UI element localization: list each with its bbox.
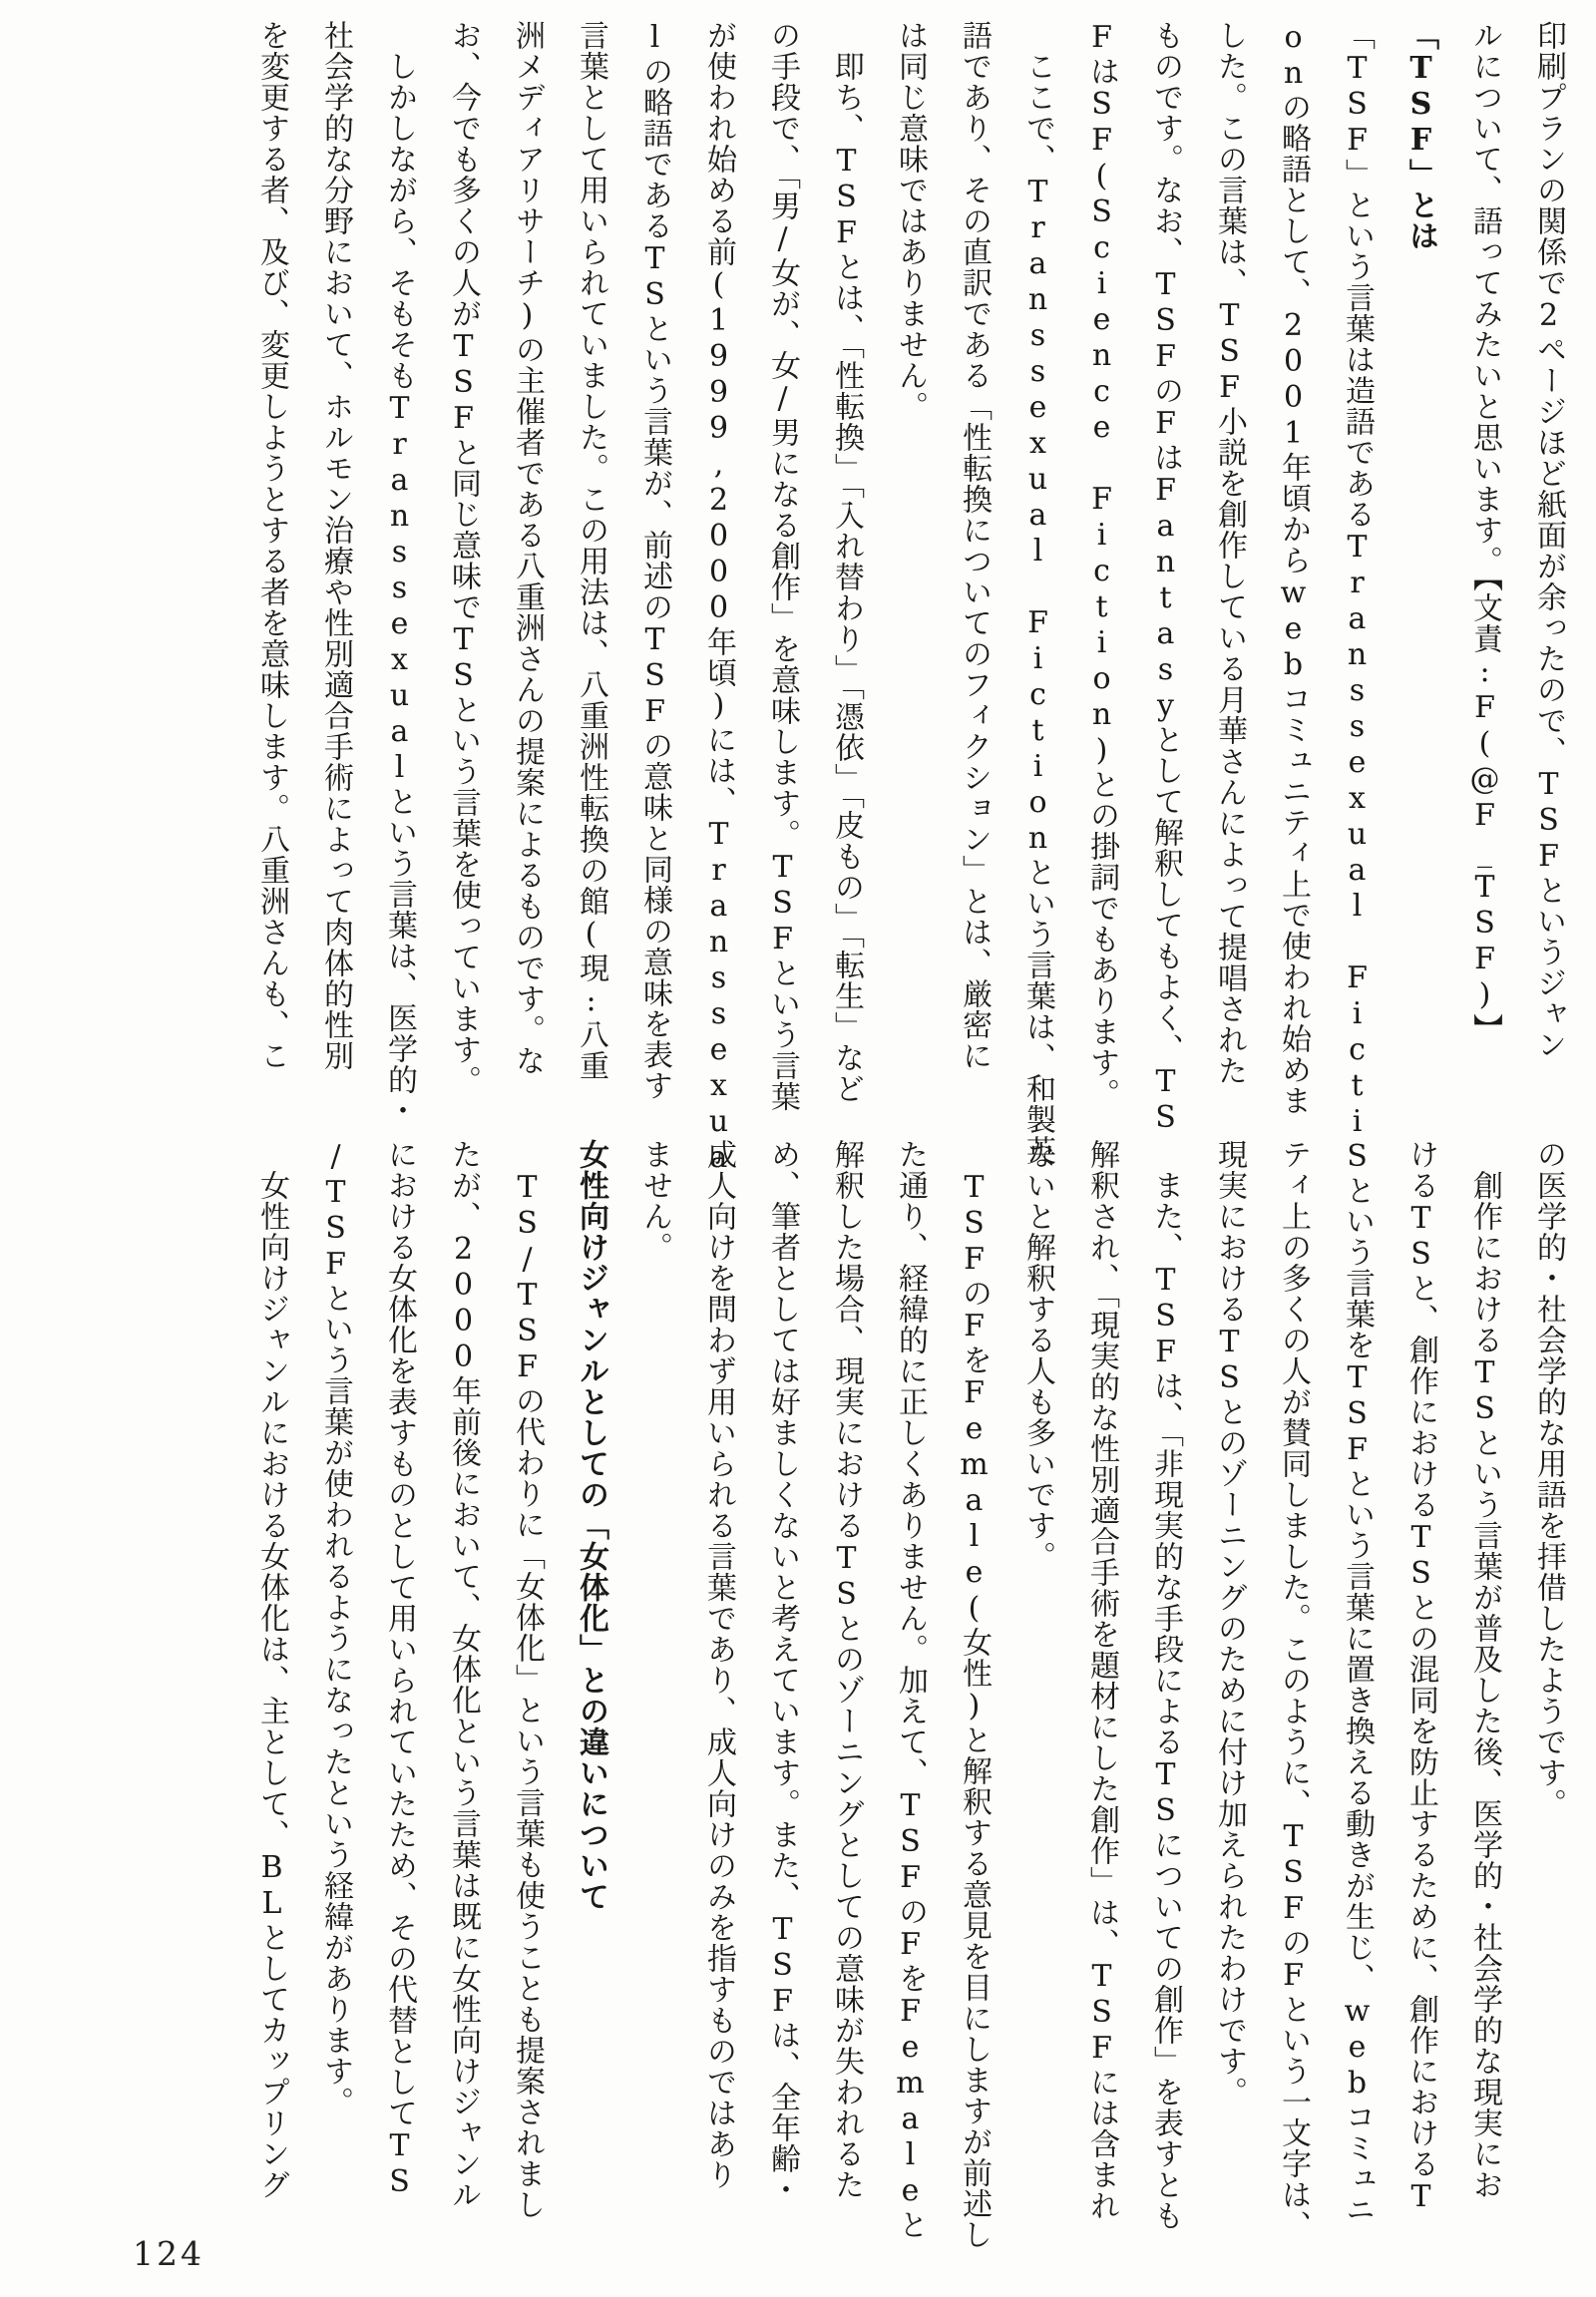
text-column: たが、2000年前後において、女体化という言葉は既に女性向けジャンル [446,1139,481,2210]
page-number: 124 [133,2234,204,2273]
text-column: しかしながら、そもそもTranssexualという言葉は、医学的・ [382,20,417,1126]
text-column: けるTSと、創作におけるTSとの混同を防止するために、創作におけるT [1403,1139,1438,2215]
text-column: における女体化を表すものとして用いられていたため、その代替としてTS [382,1139,417,2200]
text-column: した。この言葉は、TSF小説を創作している月華さんによって提唱された [1212,20,1247,1086]
text-column: onの略語として、2001年頃からwebコミュニティ上で使われ始めま [1276,20,1311,1116]
text-column: 解釈した場合、現実におけるTSとのゾーニングとしての意味が失われるた [829,1139,864,2200]
text-column: ここで、Transsexual Fictionという言葉は、和製英 [1020,20,1055,1166]
text-column: ティ上の多くの人が賛同しました。このように、TSFのFという一文字は、 [1276,1139,1311,2241]
text-column: 成人向けを問わず用いられる言葉であり、成人向けのみを指すものではあり [701,1139,736,2190]
section-heading: 「TSF」とは [1403,20,1438,251]
text-column: 社会学的な分野において、ホルモン治療や性別適合手術によって肉体的性別 [318,20,353,1071]
text-column: の医学的・社会学的な用語を拝借したようです。 [1531,1139,1566,1819]
text-column: TS/TSFの代わりに「女体化」という言葉も使うことも提案されまし [510,1139,545,2220]
text-column: を変更する者、及び、変更しようとする者を意味します。八重洲さんも、こ [254,20,289,1071]
text-column: TSFのFをFemale(女性)と解釈する意見を目にしますが前述し [957,1139,992,2250]
text-column: 言葉として用いられていました。この用法は、八重洲性転換の館(現:八重 [574,20,608,1081]
text-column: め、筆者としては好ましくないと考えています。また、TSFは、全年齢・ [765,1139,800,2205]
text-column: 即ち、TSFとは、「性転換」「入れ替わり」「憑依」「皮もの」「転生」など [829,20,864,1104]
text-column: 女性向けジャンルにおける女体化は、主として、BLとしてカップリング [254,1139,289,2200]
text-column: 語であり、その直訳である「性転換についてのフィクション」とは、厳密に [957,20,992,1071]
text-column: ません。 [637,1139,672,1263]
text-column: /TSFという言葉が使われるようになったという経緯があります。 [318,1139,353,2117]
text-column: 印刷プランの関係で2ページほど紙面が余ったので、TSFというジャン [1531,20,1566,1060]
text-column: 創作におけるTSという言葉が普及した後、医学的・社会学的な現実にお [1467,1139,1502,2200]
text-column: お、今でも多くの人がTSFと同じ意味でTSという言葉を使っています。 [446,20,481,1096]
text-column: た通り、経緯的に正しくありません。加えて、TSFのFをFemaleと [893,1139,928,2240]
section-heading: 女性向けジャンルとしての「女体化」との違いについて [574,1139,608,1912]
text-column: ないと解釈する人も多いです。 [1020,1139,1055,1572]
text-column: 現実におけるTSとのゾーニングのために付け加えられたわけです。 [1212,1139,1247,2107]
text-column: FはSF(Science Fiction)との掛詞でもあります。 [1084,20,1119,1109]
text-section-top [239,20,1580,1176]
text-column: ルについて、語ってみたいと思います。【文責:F(@F_TSF)】 [1467,20,1502,1044]
text-column: 洲メディアリサーチ)の主催者である八重洲さんの提案によるものです。な [510,20,545,1076]
text-column: が使われ始める前(1999,2000年頃)には、Transsexua [701,20,736,1176]
text-column: また、TSFは、「非現実的な手段によるTSについての創作」を表すとも [1148,1139,1183,2231]
text-column: lの略語であるTSという言葉が、前述のTSFの意味と同様の意味を表す [637,20,672,1101]
text-column: の手段で、「男/女が、女/男になる創作」を意味します。TSFという言葉 [765,20,800,1112]
text-section-bottom [239,1139,1580,2250]
text-column: Sという言葉をTSFという言葉に置き換える動きが生じ、webコミュニ [1340,1139,1375,2225]
text-column: ものです。なお、TSFのFはFantasyとして解釈してもよく、TS [1148,20,1183,1136]
text-column: 解釈され、「現実的な性別適合手術を題材にした創作」は、TSFには含まれ [1084,1139,1119,2221]
text-column: は同じ意味ではありません。 [893,20,928,422]
text-column: 「TSF」という言葉は造語であるTranssexual Ficti [1340,20,1375,1140]
